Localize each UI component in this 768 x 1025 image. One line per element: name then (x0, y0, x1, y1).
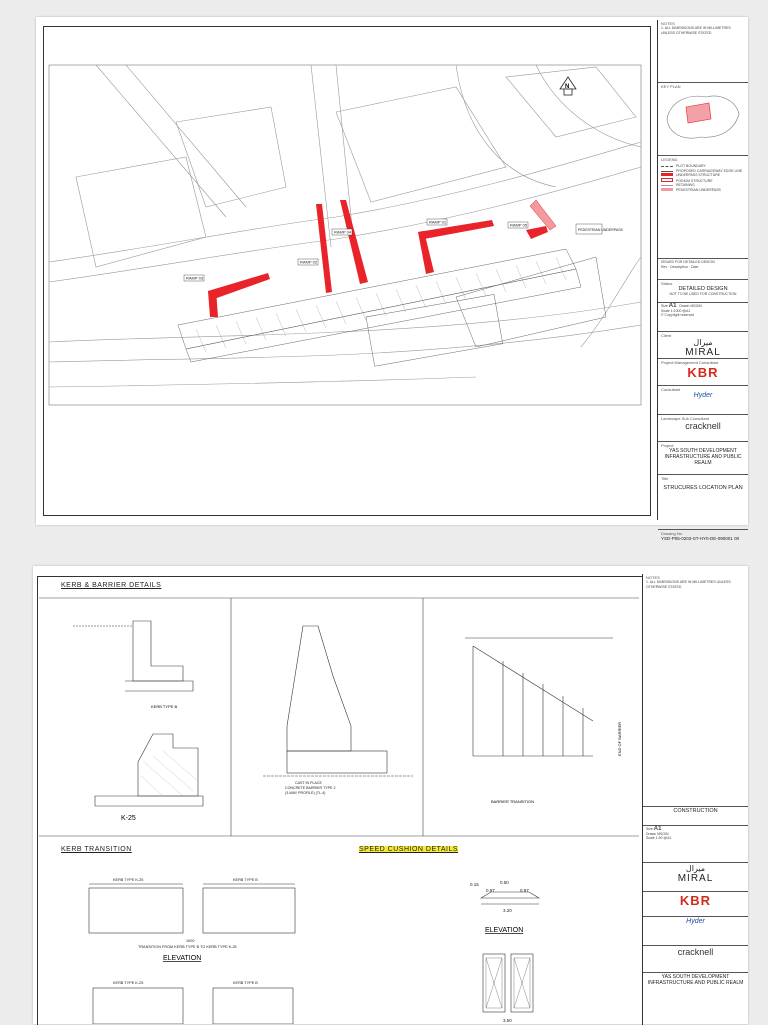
elevation-title-kerb: ELEVATION (163, 955, 202, 962)
barrier-transition-caption: BARRIER TRANSITION (491, 799, 535, 804)
dim-097-right: 0.97 (520, 888, 529, 893)
north-arrow-icon (560, 77, 576, 95)
drawing-info: Size A1 Drawn MSGIN Scale 1:1000 @A1 © Copyright reserved (658, 303, 748, 332)
drawing-sheet-kerb-barrier-details (33, 566, 748, 1024)
notes-text: 1. ALL DIMENSIONS ARE IN MILLIMETRES UNLESS OTHERWISE STATED (646, 580, 731, 589)
kbr-logo: KBR (679, 893, 712, 908)
legend-item: PODIUM STRUCTURE (661, 178, 745, 184)
legend-item: PLOT BOUNDARY (661, 164, 745, 169)
svg-text:N: N (565, 84, 570, 90)
kerb-b-caption: KERB TYPE B (151, 704, 178, 709)
title-block (642, 574, 748, 1024)
legend-title: LEGEND (661, 157, 678, 162)
ramp-label-01: RAMP 01 (429, 219, 447, 225)
project-name: YAS SOUTH DEVELOPMENT INFRASTRUCTURE AND PUBLIC REALM (664, 448, 742, 466)
dim-320: 3.20 (503, 908, 512, 913)
kerb-barrier-detail-drawings (33, 566, 748, 1024)
svg-text:(3-WAY PROFILE) (TL-4): (3-WAY PROFILE) (TL-4) (285, 791, 326, 795)
legend-item: UNDERPASS STRUCTURE (661, 173, 745, 178)
legend-item: PROPOSED CARRIAGEWAY EDGE LINE (661, 169, 745, 174)
status-subtitle: NOT TO BE USED FOR CONSTRUCTION (669, 292, 737, 296)
site-plan-drawing (36, 17, 748, 525)
end-of-barrier-label: END OF BARRIER (617, 721, 622, 756)
drawing-number: YSD-P05-0203-ST-HY0-DE-090001 (661, 536, 733, 541)
client-arabic: ميرال (685, 864, 706, 873)
svg-text:CONCRETE BARRIER TYPE 2: CONCRETE BARRIER TYPE 2 (285, 786, 336, 790)
drawing-info: Size A1 Drawn MSGIN Scale 1:50 @A1 (643, 826, 748, 863)
dim-050: 0.50 (500, 880, 509, 885)
dim-015: 0.15 (470, 882, 479, 887)
status-title: DETAILED DESIGN (678, 286, 728, 292)
key-plan-map (661, 89, 743, 144)
legend-item: RETAINING (661, 183, 745, 188)
k25-caption: K-25 (121, 815, 136, 822)
notes-title: NOTES (646, 575, 660, 580)
dim-097-left: 0.97 (486, 888, 495, 893)
notes-text: 1. ALL DIMENSIONS ARE IN MILLIMETRES UNLESS OTHERWISE STATED (661, 26, 731, 35)
legend-item: PEDESTRIAN UNDERPASS (661, 188, 745, 193)
barrier-caption: CAST IN PLACE (295, 781, 322, 785)
section-title-kerb-transition: KERB TRANSITION (61, 846, 132, 853)
section-title-kerb-barrier: KERB & BARRIER DETAILS (61, 582, 162, 589)
cracknell-logo: cracknell (685, 421, 721, 431)
hyder-logo: Hyder (686, 918, 705, 925)
ramp-label-05: RAMP 05 (510, 222, 528, 228)
svg-text:KERB TYPE B: KERB TYPE B (233, 981, 258, 985)
client-logo: MIRAL (677, 873, 714, 884)
kerb-type-k25-label: KERB TYPE K-25 (113, 878, 144, 882)
dim-350: 3.50 (503, 1018, 512, 1023)
drawing-revision: 00 (734, 536, 740, 541)
drawing-sheet-structures-location-plan (36, 17, 748, 541)
drawing-title: STRUCURES LOCATION PLAN (663, 485, 743, 491)
kbr-logo: KBR (687, 365, 719, 380)
project-name: YAS SOUTH DEVELOPMENT INFRASTRUCTURE AND PUBLIC REALM (647, 974, 744, 986)
ramp-label-03: RAMP 03 (186, 275, 204, 281)
revision-table: ISSUED FOR DETAILED DESIGN Rev · Description · Date (658, 259, 748, 280)
svg-text:KERB TYPE K-25: KERB TYPE K-25 (113, 981, 144, 985)
cracknell-logo: cracknell (677, 947, 714, 957)
client-logo: MIRAL (685, 347, 721, 358)
ramp-label-02: RAMP 02 (300, 259, 318, 265)
notes-title: NOTES (661, 21, 675, 26)
section-title-speed-cushion: SPEED CUSHION DETAILS (359, 846, 459, 853)
hyder-logo: Hyder (693, 392, 713, 399)
ramp-label-04: RAMP 04 (334, 229, 352, 235)
keyplan-label: KEY PLAN (661, 84, 681, 89)
dim-1000: 1000 (186, 939, 195, 943)
title-block: NOTES 1. ALL DIMENSIONS ARE IN MILLIMETRES UNLESS OTHERWISE STATED KEY PLAN LEGEND PLOT BOUNDARY PROPOSED CARRIAGEWAY EDGE LINE UNDERPASS STRUCTURE PODIUM STRUCTURE RETAINING PEDESTRIAN UNDERPASS ISSUED FOR DETAILED DESIGN Rev · Description · Date Status DETAILED DESIGN NOT TO BE USED FOR CONSTRUCTION Size A1 Drawn MSGIN Scale 1:1000 @A1 © Copyright reserved Client ميرال MIRAL Project Management Consultant KBR Consultant Hyder Landscape Sub Consultant cracknell Project YAS SOUTH DEVELOPMENT INFRASTRUCTURE AND PUBLIC REALM Title STRUCURES LOCATION PLAN Drawing No. YSD-P05-0203-ST-HY0-DE-090001 00 (657, 20, 748, 520)
ramp-label-pedestrian: PEDESTRIAN UNDERPASS (578, 228, 623, 232)
kerb-type-b-label: KERB TYPE B (233, 878, 258, 882)
status-title: CONSTRUCTION (673, 808, 718, 814)
client-arabic: ميرال (693, 338, 713, 347)
transition-note: TRANSITION FROM KERB TYPE B TO KERB TYPE K-25 (138, 945, 237, 949)
elevation-title-speed: ELEVATION (485, 927, 524, 934)
